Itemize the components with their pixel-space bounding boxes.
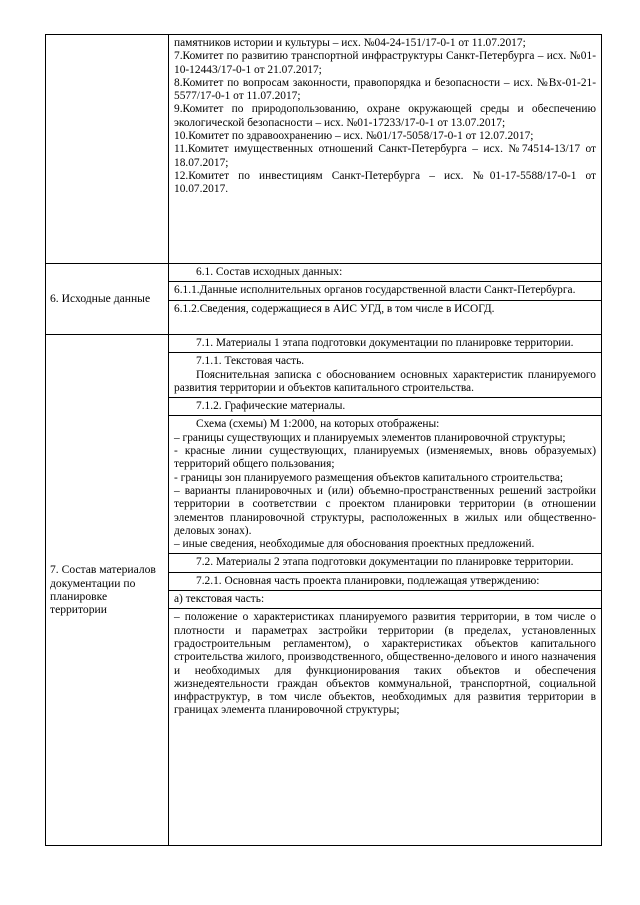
approval-line: 12.Комитет по инвестициям Санкт-Петербурга – исх. №01-17-5588/17-0-1 от 10.07.2017. (174, 169, 596, 196)
section-7-content (169, 335, 602, 846)
text-part-title: 7.1.1. Текстовая часть. (196, 355, 305, 368)
stage2-title: 7.2. Материалы 2 этапа подготовки документации по планировке территории. (196, 556, 574, 569)
stage1-title: 7.1. Материалы 1 этапа подготовки документации по планировке территории. (196, 337, 574, 349)
scheme-item: – иные сведения, необходимые для обоснования проектных предложений. (174, 538, 535, 551)
scheme-item: – границы существующих и планируемых элементов планировочной структуры; (174, 431, 566, 444)
source-data-item: 6.1.1.Данные исполнительных органов государственной власти Санкт-Петербурга. (174, 284, 576, 297)
table-row (46, 35, 602, 264)
graphic-title: 7.1.2. Графические материалы. (196, 400, 346, 413)
section-6-title: 6. Исходные данные (46, 264, 169, 335)
scheme-item: - красные линии существующих, планируемых (изменяемых, вновь образуемых) территорий общего пользования; (174, 445, 596, 471)
requirements-table (45, 34, 602, 846)
approval-line: памятников истории и культуры – исх. №04-24-151/17-0-1 от 11.07.2017; (174, 37, 526, 49)
scheme-item: – варианты планировочных и (или) объемно-пространственных решений застройки территории в соответствии с проектом планировки территории (в отношении элементов планировочной структуры, расположенных в жилых или общественно-деловых зонах). (174, 484, 596, 537)
text-a-label: а) текстовая часть: (174, 593, 265, 606)
approval-line: 8.Комитет по вопросам законности, правопорядка и безопасности – исх. №Вх-01-21-5577/17-0-1 от 11.07.2017; (174, 76, 596, 103)
section-6-content (169, 264, 602, 335)
schemes-intro: Схема (схемы) М 1:2000, на которых отображены: (196, 418, 440, 431)
main-part-title: 7.2.1. Основная часть проекта планировки, подлежащая утверждению: (196, 574, 540, 587)
text-a-body: – положение о характеристиках планируемого развития территории, в том числе о плотности и параметрах застройки территории (в пределах, установленных градостроительным регламентом), о характеристиках объектов капитального строительства жилого, производственного, общественно-делового и иного назначения и необходимых для функционирования таких объектов и обеспечения жизнедеятельности граждан объектов коммунальной, транспортной, социальной инфраструктур, в том числе объектов, необходимых для развития территории в границах элемента планировочной структуры; (174, 611, 596, 717)
source-data-item: 6.1.2.Сведения, содержащиеся в АИС УГД, в том числе в ИСОГД. (174, 302, 495, 315)
text-part-body: Пояснительная записка с обоснованием основных характеристик планируемого развития территории и объектов капитального строительства. (174, 368, 596, 394)
section-7-title: 7. Состав материалов документации по планировке территории (46, 335, 169, 846)
empty-left-cell (46, 35, 169, 264)
source-data-item: 6.1. Состав исходных данных: (196, 266, 343, 278)
approval-line: 11.Комитет имущественных отношений Санкт-Петербурга – исх. №74514-13/17 от 18.07.2017; (174, 143, 596, 169)
approval-line: 10.Комитет по здравоохранению – исх. №01/17-5058/17-0-1 от 12.07.2017; (174, 130, 534, 143)
table-row (46, 264, 602, 335)
scheme-item: - границы зон планируемого размещения объектов капитального строительства; (174, 471, 564, 484)
table-row (46, 335, 602, 846)
section-5-continuation-cell (169, 35, 602, 264)
approval-line: 9.Комитет по природопользованию, охране окружающей среды и обеспечению экологической безопасности – исх. №01-17233/17-0-1 от 13.07.2017; (174, 103, 596, 129)
approval-line: 7.Комитет по развитию транспортной инфраструктуры Санкт-Петербурга – исх. №01-10-12443/17-0-1 от 21.07.2017; (174, 50, 596, 76)
